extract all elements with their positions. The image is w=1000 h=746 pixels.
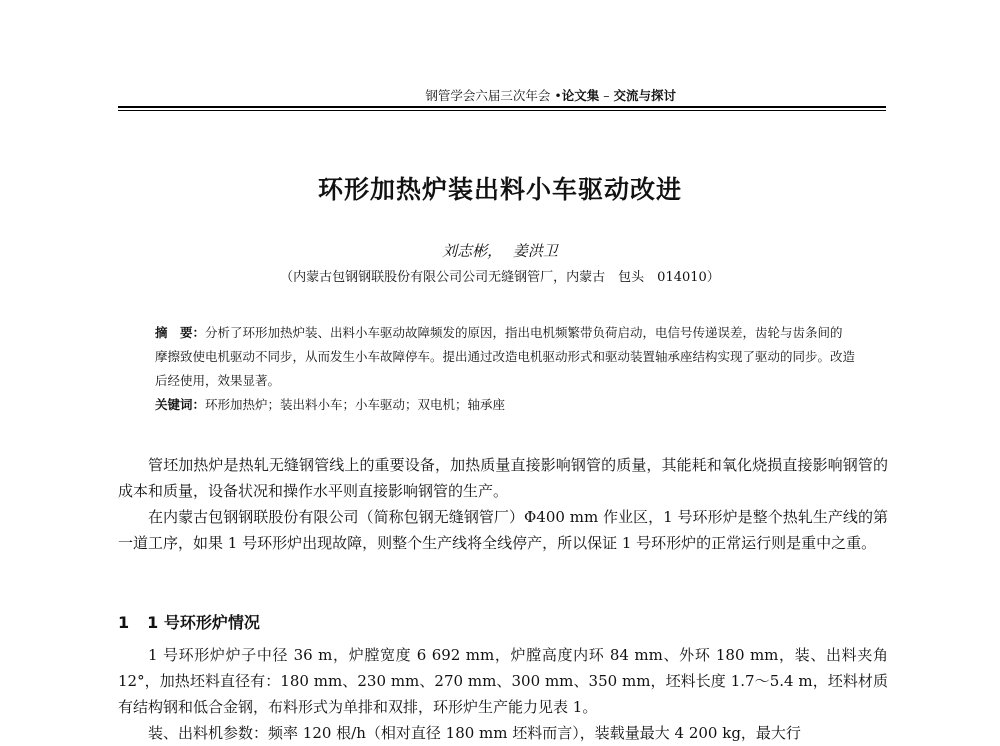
intro-paragraph-2: 在内蒙古包钢钢联股份有限公司（简称包钢无缝钢管厂）Φ400 mm 作业区，1 号环形炉是整个热轧生产线的第一道工序，如果 1 号环形炉出现故障，则整个生产线将全线停产，所以保证 1 号环形炉的正常运行则是重中之重。 xyxy=(118,508,888,552)
keywords-line xyxy=(155,393,855,417)
abstract-paragraph xyxy=(155,321,855,393)
header-separator: – xyxy=(599,88,614,103)
abstract-block xyxy=(155,321,855,417)
section-1-number: 1 xyxy=(118,613,130,632)
keywords-text: 环形加热炉；装出料小车；小车驱动；双电机；轴承座 xyxy=(205,397,506,412)
header-rule-thin xyxy=(118,110,886,111)
paper-title: 环形加热炉装出料小车驱动改进 xyxy=(317,175,682,204)
section-1-paragraph-2: 装、出料机参数：频率 120 根/h（相对直径 180 mm 坯料而言），装载量最大 4 200 kg，最大行 xyxy=(148,724,801,742)
header-conference: 钢管学会六届三次年会 • xyxy=(425,88,562,103)
author-affiliation: （内蒙古包钢钢联股份有限公司公司无缝钢管厂，内蒙古 包头 014010） xyxy=(280,270,720,285)
header-rule-thick xyxy=(118,106,886,108)
intro-paragraph-1: 管坯加热炉是热轧无缝钢管线上的重要设备，加热质量直接影响钢管的质量，其能耗和氧化烧损直接影响钢管的成本和质量，设备状况和操作水平则直接影响钢管的生产。 xyxy=(118,456,888,500)
paper-authors: 刘志彬， 姜洪卫 xyxy=(442,242,558,260)
section-1-body xyxy=(118,642,888,746)
keywords-label: 关键词： xyxy=(155,397,206,412)
section-1-heading xyxy=(118,610,260,633)
header-collection: 论文集 xyxy=(561,88,600,103)
intro-body xyxy=(118,452,888,556)
header-section: 交流与探讨 xyxy=(613,88,676,103)
section-1-title: 1 号环形炉情况 xyxy=(147,613,260,632)
running-header xyxy=(118,86,886,104)
abstract-label: 摘 要： xyxy=(155,325,206,340)
section-1-paragraph-1: 1 号环形炉炉子中径 36 m，炉膛宽度 6 692 mm，炉膛高度内环 84 mm、外环 180 mm，装、出料夹角 12°，加热坯料直径有：180 mm、230 mm、270 mm、300 mm、350 mm，坯料长度 1.7～5.4 m，坯料材质有结构钢和低合金钢，布料形式为单排和双排，环形炉生产能力见表 1。 xyxy=(118,646,888,716)
abstract-text: 分析了环形加热炉装、出料小车驱动故障频发的原因，指出电机频繁带负荷启动，电信号传递误差，齿轮与齿条间的摩擦致使电机驱动不同步，从而发生小车故障停车。提出通过改造电机驱动形式和驱动装置轴承座结构实现了驱动的同步。改造后经使用，效果显著。 xyxy=(155,325,856,388)
